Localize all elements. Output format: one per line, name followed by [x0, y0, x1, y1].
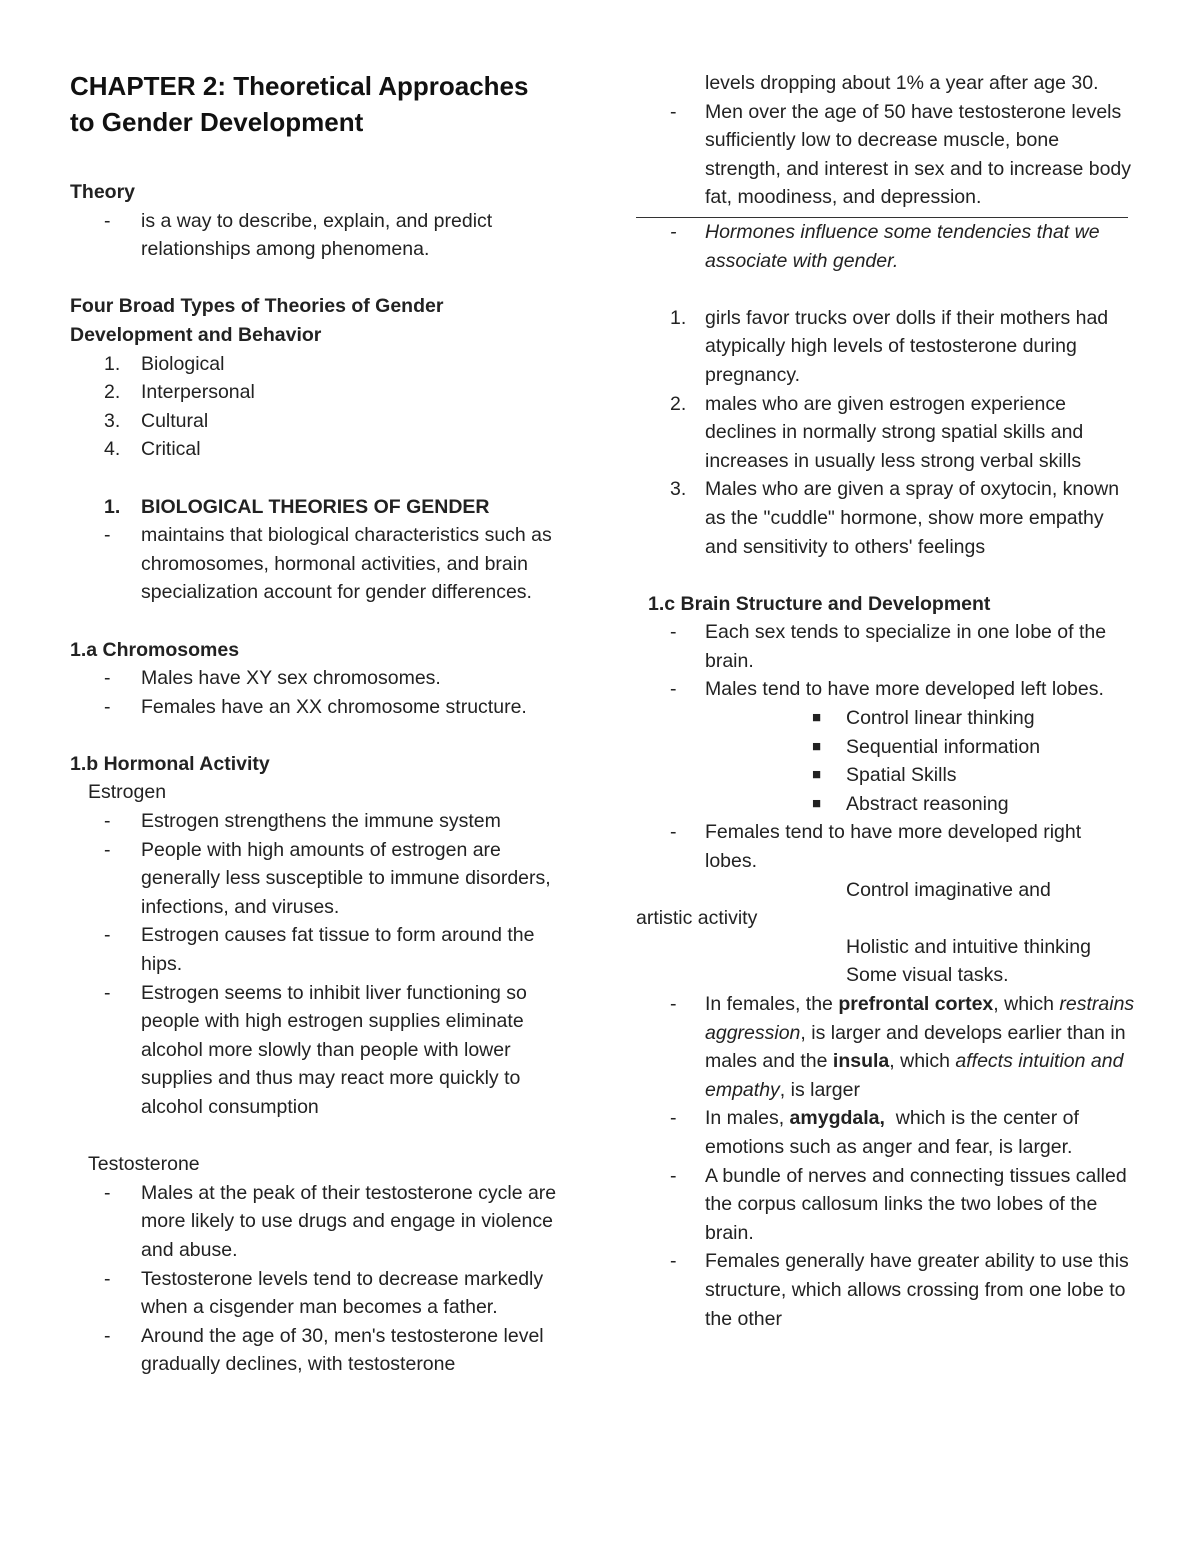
theory-heading: Theory — [70, 181, 136, 203]
testosterone-list — [70, 1179, 570, 1379]
list-item: - Females generally have greater ability to use this structure, which allows crossing from one lobe to the other — [636, 1247, 1136, 1333]
four-types-heading — [70, 292, 570, 349]
text-run: In females, the — [705, 993, 839, 1015]
list-item: - Females tend to have more developed right lobes. — [636, 818, 1136, 875]
list-item — [636, 475, 1136, 561]
list-item: - Males tend to have more developed left lobes. — [636, 675, 1136, 704]
list-item: ■ Abstract reasoning — [636, 790, 1136, 819]
list-item: - Males have XY sex chromosomes. — [70, 664, 570, 693]
text-run: , which — [993, 993, 1060, 1015]
chapter-title-line1: CHAPTER 2: Theoretical Approaches — [70, 71, 529, 101]
list-item: - Estrogen strengthens the immune system — [70, 807, 570, 836]
list-item: - Testosterone levels tend to decrease markedly when a cisgender man becomes a father. — [70, 1265, 570, 1322]
hormones-examples-list — [636, 304, 1136, 561]
right-lobe-line3: Holistic and intuitive thinking — [846, 935, 1091, 958]
list-number: 3. — [670, 478, 687, 501]
text-run: which is the center of emotions such as anger and fear, is larger. — [705, 1107, 1085, 1158]
right-lobe-line1: Control imaginative and — [846, 878, 1051, 901]
list-text: girls favor trucks over dolls if their mothers had atypically high levels of testosterone during pregnancy. — [705, 306, 1109, 386]
list-number: 3. — [104, 409, 121, 432]
list-item — [636, 304, 1136, 390]
list-item: - maintains that biological characteristics such as chromosomes, hormonal activities, and brain specialization account for gender differences. — [70, 521, 570, 607]
four-types-heading-line1: Four Broad Types of Theories of Gender — [70, 295, 444, 318]
list-text: males who are given estrogen experience declines in normally strong spatial skills and increases in usually less strong verbal skills — [705, 392, 1084, 472]
list-item: - is a way to describe, explain, and predict relationships among phenomena. — [70, 207, 570, 264]
list-item — [70, 378, 570, 407]
estrogen-label: Estrogen — [88, 781, 167, 804]
bio-heading-number: 1. — [104, 495, 121, 518]
list-item: - Estrogen causes fat tissue to form around the hips. — [70, 921, 570, 978]
list-number: 1. — [104, 352, 121, 375]
right-lobe-line4: Some visual tasks. — [846, 964, 1009, 987]
list-item — [70, 350, 570, 379]
amygdala-item — [636, 1104, 1136, 1161]
hormones-influence-list — [636, 218, 1136, 275]
prefrontal-term: prefrontal cortex — [838, 993, 994, 1015]
hormonal-heading: 1.b Hormonal Activity — [70, 752, 270, 775]
amygdala-term: amygdala, — [789, 1107, 885, 1130]
brain-list-c — [636, 990, 1136, 1333]
list-item — [70, 435, 570, 464]
theory-list — [70, 207, 570, 264]
list-item: - People with high amounts of estrogen are generally less susceptible to immune disorders, infections, and viruses. — [70, 836, 570, 922]
testosterone-list-continued — [636, 98, 1136, 212]
bio-list — [70, 521, 570, 607]
list-item: ■ Control linear thinking — [636, 704, 1136, 733]
text-run: , is larger and develops earlier than in males and the — [705, 1021, 1126, 1073]
continued-text: levels dropping about 1% a year after age 30. — [705, 72, 1099, 94]
chromosomes-list — [70, 664, 570, 721]
list-item: - A bundle of nerves and connecting tissues called the corpus callosum links the two lobes of the brain. — [636, 1162, 1136, 1248]
testosterone-label: Testosterone — [88, 1153, 200, 1176]
bio-heading — [70, 493, 570, 522]
list-item — [636, 390, 1136, 476]
left-lobe-skills — [636, 704, 1136, 818]
list-item: - Males at the peak of their testosterone cycle are more likely to use drugs and engage in violence and abuse. — [70, 1179, 570, 1265]
list-number: 4. — [104, 438, 121, 461]
list-item: - Men over the age of 50 have testosterone levels sufficiently low to decrease muscle, bone strength, and interest in sex and to increase body fat, moodiness, and depression. — [636, 98, 1136, 212]
estrogen-list — [70, 807, 570, 1122]
prefrontal-item — [636, 990, 1136, 1104]
list-item — [70, 407, 570, 436]
text-run: affects intuition and empathy — [705, 1050, 1124, 1101]
left-column — [70, 68, 570, 1379]
list-item: ■ Sequential information — [636, 733, 1136, 762]
list-item: - Hormones influence some tendencies that we associate with gender. — [636, 218, 1136, 275]
list-number: 1. — [670, 306, 687, 329]
list-label: Interpersonal — [141, 381, 255, 404]
bio-heading-list — [70, 493, 570, 522]
list-item: ■ Spatial Skills — [636, 761, 1136, 790]
list-number: 2. — [104, 381, 121, 404]
bio-heading-text: BIOLOGICAL THEORIES OF GENDER — [141, 495, 490, 518]
four-types-heading-line2: Development and Behavior — [70, 323, 322, 346]
text-run: In males, — [705, 1107, 790, 1130]
list-label: Critical — [141, 438, 201, 461]
chromosomes-heading: 1.a Chromosomes — [70, 638, 240, 661]
brain-list-b — [636, 818, 1136, 875]
chapter-title — [70, 68, 570, 140]
list-number: 2. — [670, 392, 687, 415]
list-text: Males who are given a spray of oxytocin, known as the "cuddle" hormone, show more empathy and sensitivity to others' feelings — [705, 478, 1120, 558]
list-item: - Each sex tends to specialize in one lobe of the brain. — [636, 618, 1136, 675]
right-lobe-line2: artistic activity — [636, 907, 758, 930]
text-run: , which — [889, 1050, 956, 1073]
four-types-list — [70, 350, 570, 464]
text-run: restrains aggression — [705, 993, 1135, 1044]
list-item: - Estrogen seems to inhibit liver functioning so people with high estrogen supplies eliminate alcohol more slowly than people with lower supplies and thus may react more quickly to alcohol consumption — [70, 979, 570, 1122]
list-label: Biological — [141, 352, 225, 375]
list-item: - Females have an XX chromosome structure. — [70, 693, 570, 722]
list-item: - Around the age of 30, men's testosterone level gradually declines, with testosterone — [70, 1322, 570, 1379]
chapter-title-line2: to Gender Development — [70, 107, 364, 137]
text-run: , is larger — [779, 1078, 860, 1101]
list-label: Cultural — [141, 409, 209, 432]
brain-heading: 1.c Brain Structure and Development — [648, 592, 991, 615]
brain-list-a — [636, 618, 1136, 704]
insula-term: insula — [832, 1050, 890, 1073]
right-column — [636, 69, 1136, 1333]
